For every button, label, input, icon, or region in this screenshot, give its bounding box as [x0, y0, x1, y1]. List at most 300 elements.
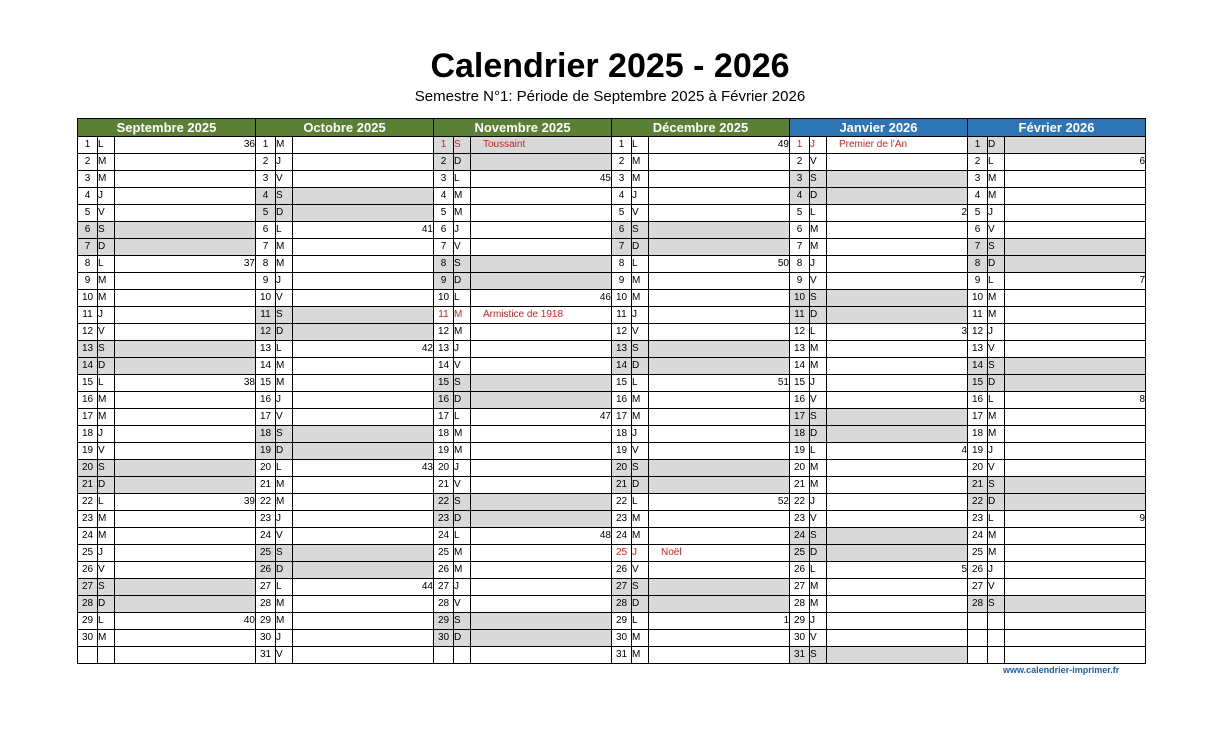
week-number: 40 [115, 613, 256, 630]
day-content [293, 307, 434, 324]
weekday-letter [988, 647, 1005, 664]
weekday-letter: D [276, 205, 293, 222]
weekday-letter: J [276, 392, 293, 409]
weekday-letter: S [98, 341, 115, 358]
weekday-letter: M [632, 647, 649, 664]
weekday-letter: L [98, 375, 115, 392]
day-number: 27 [78, 579, 98, 596]
weekday-letter: S [454, 375, 471, 392]
day-content [1005, 596, 1146, 613]
weekday-letter: V [632, 324, 649, 341]
day-number: 13 [790, 341, 810, 358]
day-row [78, 154, 1146, 171]
day-content [115, 188, 256, 205]
weekday-letter: J [454, 341, 471, 358]
week-number: 36 [115, 137, 256, 154]
day-content [649, 477, 790, 494]
day-number: 7 [256, 239, 276, 256]
day-content [293, 375, 434, 392]
weekday-letter: D [810, 426, 827, 443]
day-row [78, 307, 1146, 324]
day-content [649, 409, 790, 426]
day-number: 25 [968, 545, 988, 562]
month-header: Janvier 2026 [790, 119, 968, 137]
day-content [649, 630, 790, 647]
weekday-letter: S [810, 409, 827, 426]
month-header: Décembre 2025 [612, 119, 790, 137]
day-content [471, 647, 612, 664]
day-number: 14 [434, 358, 454, 375]
day-number: 24 [790, 528, 810, 545]
weekday-letter: J [632, 545, 649, 562]
week-number: 5 [827, 562, 968, 579]
day-content [827, 511, 968, 528]
weekday-letter: M [632, 171, 649, 188]
weekday-letter: M [632, 392, 649, 409]
day-number: 28 [434, 596, 454, 613]
day-content [115, 579, 256, 596]
day-number: 9 [256, 273, 276, 290]
day-row [78, 137, 1146, 154]
week-number: 4 [827, 443, 968, 460]
day-content [827, 579, 968, 596]
weekday-letter: S [98, 222, 115, 239]
day-number: 22 [968, 494, 988, 511]
day-content [827, 630, 968, 647]
day-content [471, 460, 612, 477]
weekday-letter: V [810, 154, 827, 171]
weekday-letter: S [454, 494, 471, 511]
weekday-letter: S [98, 579, 115, 596]
day-number: 2 [434, 154, 454, 171]
day-content [827, 239, 968, 256]
day-number: 29 [612, 613, 632, 630]
day-number: 23 [434, 511, 454, 528]
weekday-letter: J [988, 443, 1005, 460]
day-content [827, 613, 968, 630]
day-content [115, 511, 256, 528]
day-content [1005, 426, 1146, 443]
day-number: 26 [78, 562, 98, 579]
day-number: 4 [790, 188, 810, 205]
day-row [78, 239, 1146, 256]
day-content [471, 511, 612, 528]
day-number: 22 [78, 494, 98, 511]
day-content [1005, 460, 1146, 477]
day-row [78, 358, 1146, 375]
day-content [471, 341, 612, 358]
week-number: 49 [649, 137, 790, 154]
day-number: 30 [434, 630, 454, 647]
day-row [78, 511, 1146, 528]
day-content [293, 647, 434, 664]
day-content [293, 358, 434, 375]
day-content [827, 528, 968, 545]
week-number: 44 [293, 579, 434, 596]
weekday-letter: L [454, 528, 471, 545]
day-number: 26 [256, 562, 276, 579]
day-content [827, 256, 968, 273]
day-row [78, 443, 1146, 460]
day-content [827, 290, 968, 307]
week-number: 42 [293, 341, 434, 358]
day-content [293, 511, 434, 528]
day-number: 20 [434, 460, 454, 477]
day-content [827, 477, 968, 494]
day-number: 23 [790, 511, 810, 528]
day-number: 5 [78, 205, 98, 222]
day-content [471, 494, 612, 511]
day-number: 9 [968, 273, 988, 290]
day-number: 18 [256, 426, 276, 443]
day-content [115, 596, 256, 613]
day-content [293, 205, 434, 222]
weekday-letter: D [276, 562, 293, 579]
week-number: 8 [1005, 392, 1146, 409]
weekday-letter: D [810, 307, 827, 324]
day-content [293, 528, 434, 545]
weekday-letter: L [454, 171, 471, 188]
day-content [649, 239, 790, 256]
day-content [1005, 562, 1146, 579]
weekday-letter: M [276, 358, 293, 375]
day-content [1005, 222, 1146, 239]
day-content [1005, 358, 1146, 375]
weekday-letter: J [988, 324, 1005, 341]
weekday-letter: M [632, 290, 649, 307]
weekday-letter: M [988, 528, 1005, 545]
day-number: 27 [612, 579, 632, 596]
weekday-letter: M [810, 239, 827, 256]
weekday-letter: S [810, 528, 827, 545]
weekday-letter: V [98, 205, 115, 222]
weekday-letter: V [988, 341, 1005, 358]
weekday-letter: M [276, 477, 293, 494]
day-row [78, 596, 1146, 613]
day-content [1005, 137, 1146, 154]
weekday-letter: M [988, 188, 1005, 205]
day-content [1005, 290, 1146, 307]
page-title: Calendrier 2025 - 2026 [430, 47, 790, 85]
weekday-letter: S [632, 222, 649, 239]
week-number: 2 [827, 205, 968, 222]
weekday-letter: M [276, 596, 293, 613]
day-content [293, 545, 434, 562]
day-content [827, 647, 968, 664]
weekday-letter: J [632, 307, 649, 324]
day-row [78, 290, 1146, 307]
day-number: 8 [256, 256, 276, 273]
weekday-letter: L [632, 137, 649, 154]
weekday-letter: J [810, 375, 827, 392]
day-number: 1 [256, 137, 276, 154]
weekday-letter: M [98, 290, 115, 307]
day-row [78, 545, 1146, 562]
weekday-letter: S [988, 358, 1005, 375]
week-number: 7 [1005, 273, 1146, 290]
day-content [649, 426, 790, 443]
day-number [434, 647, 454, 664]
day-number: 23 [256, 511, 276, 528]
day-number: 25 [612, 545, 632, 562]
weekday-letter: V [276, 409, 293, 426]
day-content [471, 256, 612, 273]
day-content [115, 647, 256, 664]
day-content [649, 528, 790, 545]
day-number: 11 [790, 307, 810, 324]
weekday-letter: V [632, 443, 649, 460]
day-number: 28 [968, 596, 988, 613]
day-content [1005, 528, 1146, 545]
day-number: 5 [790, 205, 810, 222]
day-number: 5 [612, 205, 632, 222]
day-number: 28 [78, 596, 98, 613]
weekday-letter: M [454, 562, 471, 579]
page-subtitle: Semestre N°1: Période de Septembre 2025 à Février 2026 [414, 88, 806, 105]
day-content [471, 392, 612, 409]
day-content [471, 358, 612, 375]
weekday-letter: J [276, 630, 293, 647]
weekday-letter: D [988, 256, 1005, 273]
day-number: 20 [78, 460, 98, 477]
day-number: 6 [612, 222, 632, 239]
day-row [78, 613, 1146, 630]
weekday-letter: D [276, 443, 293, 460]
month-header: Novembre 2025 [434, 119, 612, 137]
day-number: 13 [434, 341, 454, 358]
weekday-letter: V [454, 239, 471, 256]
day-content [115, 205, 256, 222]
weekday-letter: J [810, 137, 827, 154]
weekday-letter: M [276, 494, 293, 511]
weekday-letter: D [98, 239, 115, 256]
day-content [649, 188, 790, 205]
day-content [1005, 579, 1146, 596]
day-number: 11 [968, 307, 988, 324]
day-number: 3 [256, 171, 276, 188]
weekday-letter: D [988, 375, 1005, 392]
day-row [78, 647, 1146, 664]
week-number: 1 [649, 613, 790, 630]
day-content [1005, 477, 1146, 494]
day-content [1005, 494, 1146, 511]
weekday-letter: M [632, 273, 649, 290]
day-row [78, 222, 1146, 239]
week-number: 37 [115, 256, 256, 273]
day-number: 22 [434, 494, 454, 511]
weekday-letter: J [98, 545, 115, 562]
day-content [827, 154, 968, 171]
weekday-letter: S [988, 596, 1005, 613]
day-number: 14 [790, 358, 810, 375]
day-content [649, 596, 790, 613]
day-content [293, 426, 434, 443]
day-number: 23 [612, 511, 632, 528]
weekday-letter: J [632, 188, 649, 205]
month-header: Septembre 2025 [78, 119, 256, 137]
day-number: 31 [256, 647, 276, 664]
day-number: 7 [790, 239, 810, 256]
day-row [78, 409, 1146, 426]
month-header: Février 2026 [968, 119, 1146, 137]
day-number: 5 [968, 205, 988, 222]
weekday-letter: D [454, 511, 471, 528]
day-content [471, 545, 612, 562]
day-content [115, 154, 256, 171]
day-number: 5 [256, 205, 276, 222]
day-number: 16 [968, 392, 988, 409]
day-number: 15 [790, 375, 810, 392]
day-number: 6 [256, 222, 276, 239]
weekday-letter: M [276, 375, 293, 392]
day-number: 4 [256, 188, 276, 205]
weekday-letter: M [988, 545, 1005, 562]
day-number: 2 [612, 154, 632, 171]
day-number: 7 [434, 239, 454, 256]
holiday-label: Armistice de 1918 [471, 307, 612, 324]
day-row [78, 375, 1146, 392]
day-number: 27 [968, 579, 988, 596]
day-number: 17 [434, 409, 454, 426]
day-content [471, 239, 612, 256]
day-number: 12 [256, 324, 276, 341]
day-number: 6 [790, 222, 810, 239]
holiday-label: Toussaint [471, 137, 612, 154]
weekday-letter: M [454, 443, 471, 460]
day-content [293, 273, 434, 290]
week-number: 9 [1005, 511, 1146, 528]
day-number: 7 [968, 239, 988, 256]
day-number: 13 [256, 341, 276, 358]
day-row [78, 256, 1146, 273]
weekday-letter: M [988, 409, 1005, 426]
day-content [293, 154, 434, 171]
weekday-letter: V [276, 290, 293, 307]
day-content [471, 443, 612, 460]
day-number: 24 [434, 528, 454, 545]
day-number: 10 [78, 290, 98, 307]
day-number: 9 [434, 273, 454, 290]
day-number: 23 [78, 511, 98, 528]
day-content [293, 562, 434, 579]
day-row [78, 324, 1146, 341]
day-content [471, 273, 612, 290]
day-content [471, 426, 612, 443]
weekday-letter: M [988, 426, 1005, 443]
weekday-letter: V [810, 511, 827, 528]
day-content [115, 477, 256, 494]
day-number: 9 [790, 273, 810, 290]
day-number: 2 [256, 154, 276, 171]
weekday-letter: S [454, 613, 471, 630]
day-number: 25 [78, 545, 98, 562]
day-number: 8 [790, 256, 810, 273]
day-number: 25 [790, 545, 810, 562]
day-content [649, 290, 790, 307]
day-content [827, 188, 968, 205]
weekday-letter: D [454, 273, 471, 290]
weekday-letter: L [988, 392, 1005, 409]
day-number: 24 [612, 528, 632, 545]
day-content [471, 630, 612, 647]
day-number: 28 [256, 596, 276, 613]
day-number: 6 [968, 222, 988, 239]
day-number: 28 [790, 596, 810, 613]
weekday-letter: D [810, 188, 827, 205]
weekday-letter: L [810, 324, 827, 341]
day-number: 12 [78, 324, 98, 341]
day-content [649, 358, 790, 375]
weekday-letter: S [632, 341, 649, 358]
day-number: 20 [612, 460, 632, 477]
weekday-letter: J [632, 426, 649, 443]
day-number [968, 613, 988, 630]
weekday-letter: M [632, 511, 649, 528]
day-content [471, 477, 612, 494]
day-content [827, 307, 968, 324]
day-content [1005, 188, 1146, 205]
weekday-letter: L [454, 409, 471, 426]
day-content [649, 171, 790, 188]
day-content [827, 409, 968, 426]
weekday-letter: L [454, 290, 471, 307]
day-number: 4 [434, 188, 454, 205]
weekday-letter: J [454, 579, 471, 596]
weekday-letter: S [276, 188, 293, 205]
day-number: 28 [612, 596, 632, 613]
weekday-letter: J [988, 205, 1005, 222]
weekday-letter: M [988, 290, 1005, 307]
day-number: 14 [78, 358, 98, 375]
day-number: 18 [790, 426, 810, 443]
weekday-letter [98, 647, 115, 664]
day-number: 10 [968, 290, 988, 307]
day-content [827, 358, 968, 375]
weekday-letter: D [454, 154, 471, 171]
day-number [968, 647, 988, 664]
day-number: 29 [790, 613, 810, 630]
calendar-table [77, 118, 1146, 664]
day-content [827, 545, 968, 562]
day-content [471, 324, 612, 341]
day-content [827, 596, 968, 613]
weekday-letter: S [988, 477, 1005, 494]
day-number: 21 [78, 477, 98, 494]
week-number: 38 [115, 375, 256, 392]
day-number: 1 [434, 137, 454, 154]
day-content [1005, 613, 1146, 630]
day-number: 17 [968, 409, 988, 426]
weekday-letter: M [276, 256, 293, 273]
weekday-letter: V [276, 647, 293, 664]
weekday-letter: M [988, 307, 1005, 324]
day-number: 11 [434, 307, 454, 324]
day-number: 23 [968, 511, 988, 528]
day-number: 16 [790, 392, 810, 409]
day-content [471, 188, 612, 205]
day-row [78, 273, 1146, 290]
footer-url[interactable]: www.calendrier-imprimer.fr [1003, 665, 1120, 675]
day-number: 6 [78, 222, 98, 239]
weekday-letter: S [810, 171, 827, 188]
day-number: 1 [78, 137, 98, 154]
weekday-letter: S [810, 290, 827, 307]
day-number: 3 [434, 171, 454, 188]
day-content [293, 409, 434, 426]
weekday-letter: M [454, 545, 471, 562]
weekday-letter: M [98, 630, 115, 647]
weekday-letter: L [276, 579, 293, 596]
